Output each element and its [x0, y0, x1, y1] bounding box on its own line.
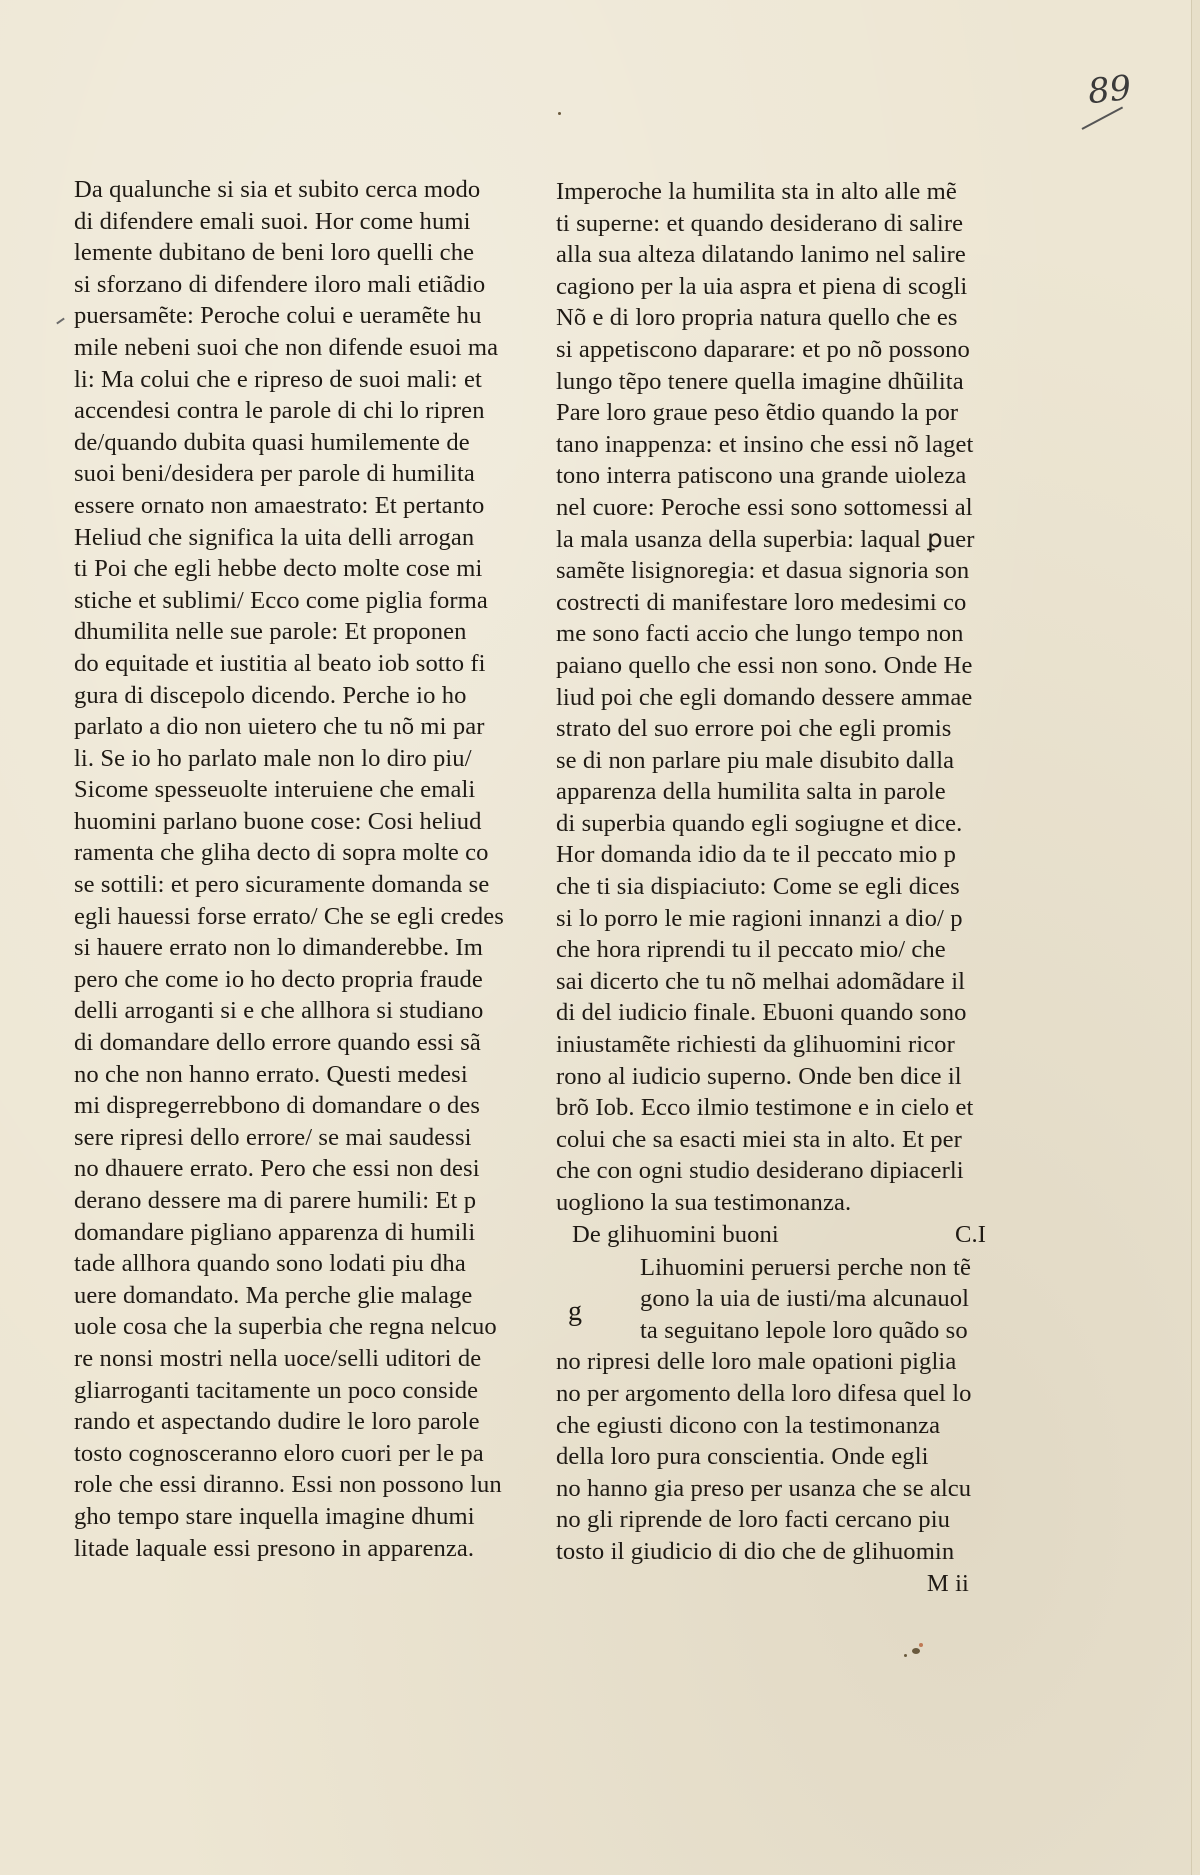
text-line: no per argomento della loro difesa quel lo	[556, 1379, 972, 1407]
text-line: no hanno gia preso per usanza che se alcu	[556, 1474, 972, 1502]
text-line: iniustamẽte richiesti da glihuomini ricor	[556, 1031, 955, 1059]
text-line: Pare loro graue peso ẽtdio quando la por	[556, 399, 959, 427]
text-line: essere ornato non amaestrato: Et pertanto	[74, 491, 485, 519]
indented-lines	[556, 1252, 1001, 1347]
text-line: lemente dubitano de beni loro quelli che	[74, 239, 475, 267]
text-line: si sforzano di difendere iloro mali etiãdio	[74, 270, 486, 298]
text-line: role che essi diranno. Essi non possono lun	[74, 1471, 502, 1499]
text-line: Heliud che significa la uita delli arrogan	[74, 523, 475, 551]
text-line: Lihuomini peruersi perche non tẽ	[640, 1253, 972, 1281]
text-line: ramenta che gliha decto di sopra molte co	[74, 839, 489, 867]
text-line: gho tempo stare inquella imagine dhumi	[74, 1502, 475, 1530]
text-line: li: Ma colui che e ripreso de suoi mali: et	[74, 365, 482, 393]
text-line: se di non parlare piu male disubito dalla	[556, 746, 955, 774]
text-line: brõ Iob. Ecco ilmio testimone e in cielo et	[556, 1094, 974, 1122]
signature-mark: M ii	[926, 1569, 969, 1597]
text-line: rono al iudicio superno. Onde ben dice il	[556, 1062, 962, 1090]
left-text-column	[74, 174, 522, 1564]
text-line: tade allhora quando sono lodati piu dha	[74, 1250, 466, 1278]
text-line: colui che sa esacti miei sta in alto. Et per	[556, 1125, 962, 1153]
text-line: che hora riprendi tu il peccato mio/ che	[556, 936, 946, 964]
right-text-column	[556, 176, 1001, 1599]
text-line: che con ogni studio desiderano dipiacerli	[556, 1157, 964, 1185]
text-line: strato del suo errore poi che egli promis	[556, 715, 952, 743]
text-line: si lo porro le mie ragioni innanzi a dio/ p	[556, 904, 963, 932]
text-line: ti superne: et quando desiderano di salire	[556, 209, 964, 237]
text-line: delli arroganti si e che allhora si studiano	[74, 997, 484, 1025]
folio-number: 89	[1086, 67, 1134, 113]
text-line: che ti sia dispiaciuto: Come se egli dices	[556, 873, 960, 901]
text-line: re nonsi mostri nella uoce/selli uditori de	[74, 1344, 482, 1372]
text-line: ti Poi che egli hebbe decto molte cose mi	[74, 555, 483, 583]
text-line: no che non hanno errato. Questi medesi	[74, 1060, 468, 1088]
text-line: lungo tẽpo tenere quella imagine dhũilita	[556, 367, 964, 395]
text-line: no dhauere errato. Pero che essi non desi	[74, 1155, 480, 1183]
text-line: parlato a dio non uietero che tu nõ mi par	[74, 713, 485, 741]
text-line: huomini parlano buone cose: Cosi heliud	[74, 807, 482, 835]
text-line: si appetiscono daparare: et po nõ possono	[556, 335, 970, 363]
section-heading-number: C.I	[954, 1220, 986, 1248]
text-line: paiano quello che essi non sono. Onde He	[556, 651, 973, 679]
margin-pen-mark	[56, 318, 65, 325]
text-line: rando et aspectando dudire le loro parole	[74, 1408, 480, 1436]
text-line: domandare pigliano apparenza di humili	[74, 1218, 476, 1246]
paper-stain	[904, 1654, 907, 1657]
text-line: liud poi che egli domando dessere ammae	[556, 683, 973, 711]
text-line: uogliono la sua testimonanza.	[556, 1189, 852, 1216]
text-line: tono interra patiscono una grande uioleza	[556, 462, 967, 490]
initial-block	[556, 1252, 1001, 1347]
text-line: Hor domanda idio da te il peccato mio p	[556, 841, 957, 869]
text-line: apparenza della humilita salta in parole	[556, 778, 946, 806]
text-line: costrecti di manifestare loro medesimi co	[556, 588, 967, 616]
text-line: pero che come io ho decto propria fraude	[74, 965, 483, 993]
text-line: ta seguitano lepole loro quãdo so	[640, 1316, 968, 1344]
text-line: suoi beni/desidera per parole di humilita	[74, 460, 475, 488]
text-line: tano inappenza: et insino che essi nõ laget	[556, 430, 974, 458]
text-line: gliarroganti tacitamente un poco conside	[74, 1376, 479, 1404]
paper-stain	[558, 112, 561, 115]
text-line: li. Se io ho parlato male non lo diro piu/	[74, 744, 472, 772]
text-line: tosto il giudicio di dio che de glihuomin	[556, 1537, 955, 1565]
guide-letter: g	[568, 1295, 583, 1327]
text-line: samẽte lisignoregia: et dasua signoria son	[556, 557, 970, 585]
text-line: sai dicerto che tu nõ melhai adomãdare il	[556, 967, 966, 995]
text-line: stiche et sublimi/ Ecco come piglia forma	[74, 586, 488, 614]
text-line: de/quando dubita quasi humilemente de	[74, 428, 470, 456]
text-line: si hauere errato non lo dimanderebbe. Im	[74, 934, 483, 962]
text-line: sere ripresi dello errore/ se mai saudessi	[74, 1123, 472, 1151]
text-line: derano dessere ma di parere humili: Et p	[74, 1187, 477, 1214]
text-line: che egiusti dicono con la testimonanza	[556, 1411, 941, 1439]
text-line: gono la uia de iusti/ma alcunauol	[640, 1285, 970, 1313]
text-line: della loro pura conscientia. Onde egli	[556, 1443, 929, 1471]
text-line: mi dispregerrebbono di domandare o des	[74, 1092, 481, 1120]
text-line: tosto cognosceranno eloro cuori per le pa	[74, 1439, 484, 1467]
text-line: uere domandato. Ma perche glie malage	[74, 1281, 473, 1309]
right-column-bottom-text	[556, 1346, 1001, 1567]
text-line: di del iudicio finale. Ebuoni quando sono	[556, 999, 967, 1027]
text-line: mile nebeni suoi che non difende esuoi ma	[74, 333, 499, 361]
text-line: do equitade et iustitia al beato iob sotto fi	[74, 649, 486, 677]
section-heading	[556, 1219, 986, 1252]
text-line: se sottili: et pero sicuramente domanda se	[74, 871, 490, 899]
section-heading-title: De glihuomini buoni	[572, 1220, 779, 1248]
text-line: uole cosa che la superbia che regna nelcuo	[74, 1313, 497, 1341]
text-line: la mala usanza della superbia: laqual ꝑuer	[556, 525, 975, 553]
text-line: dhumilita nelle sue parole: Et proponen	[74, 618, 467, 646]
text-line: di domandare dello errore quando essi sã	[74, 1029, 481, 1057]
text-line: accendesi contra le parole di chi lo ripren	[74, 397, 485, 425]
paper-stain	[919, 1643, 923, 1647]
text-line: Nõ e di loro propria natura quello che es	[556, 304, 958, 332]
text-line: litade laquale essi presono in apparenza.	[74, 1534, 475, 1562]
paper-stain	[912, 1648, 920, 1654]
text-line: nel cuore: Peroche essi sono sottomessi al	[556, 493, 973, 521]
text-line: di difendere emali suoi. Hor come humi	[74, 207, 471, 235]
text-line: puersamẽte: Peroche colui e ueramẽte hu	[74, 302, 482, 330]
right-column-top-text	[556, 176, 1001, 1219]
text-line: Imperoche la humilita sta in alto alle mẽ	[556, 178, 957, 205]
text-line: alla sua alteza dilatando lanimo nel salire	[556, 241, 966, 269]
text-line: Da qualunche si sia et subito cerca modo	[74, 176, 481, 203]
text-line: gura di discepolo dicendo. Perche io ho	[74, 681, 467, 709]
text-line: no ripresi delle loro male opationi piglia	[556, 1348, 957, 1376]
text-line: di superbia quando egli sogiugne et dice.	[556, 809, 963, 837]
text-line: no gli riprende de loro facti cercano piu	[556, 1506, 951, 1534]
page-edge	[1191, 0, 1200, 1875]
text-line: Sicome spesseuolte interuiene che emali	[74, 776, 476, 804]
text-line: egli hauessi forse errato/ Che se egli credes	[74, 902, 504, 930]
text-line: cagiono per la uia aspra et piena di scogli	[556, 272, 968, 300]
text-line: me sono facti accio che lungo tempo non	[556, 620, 964, 648]
